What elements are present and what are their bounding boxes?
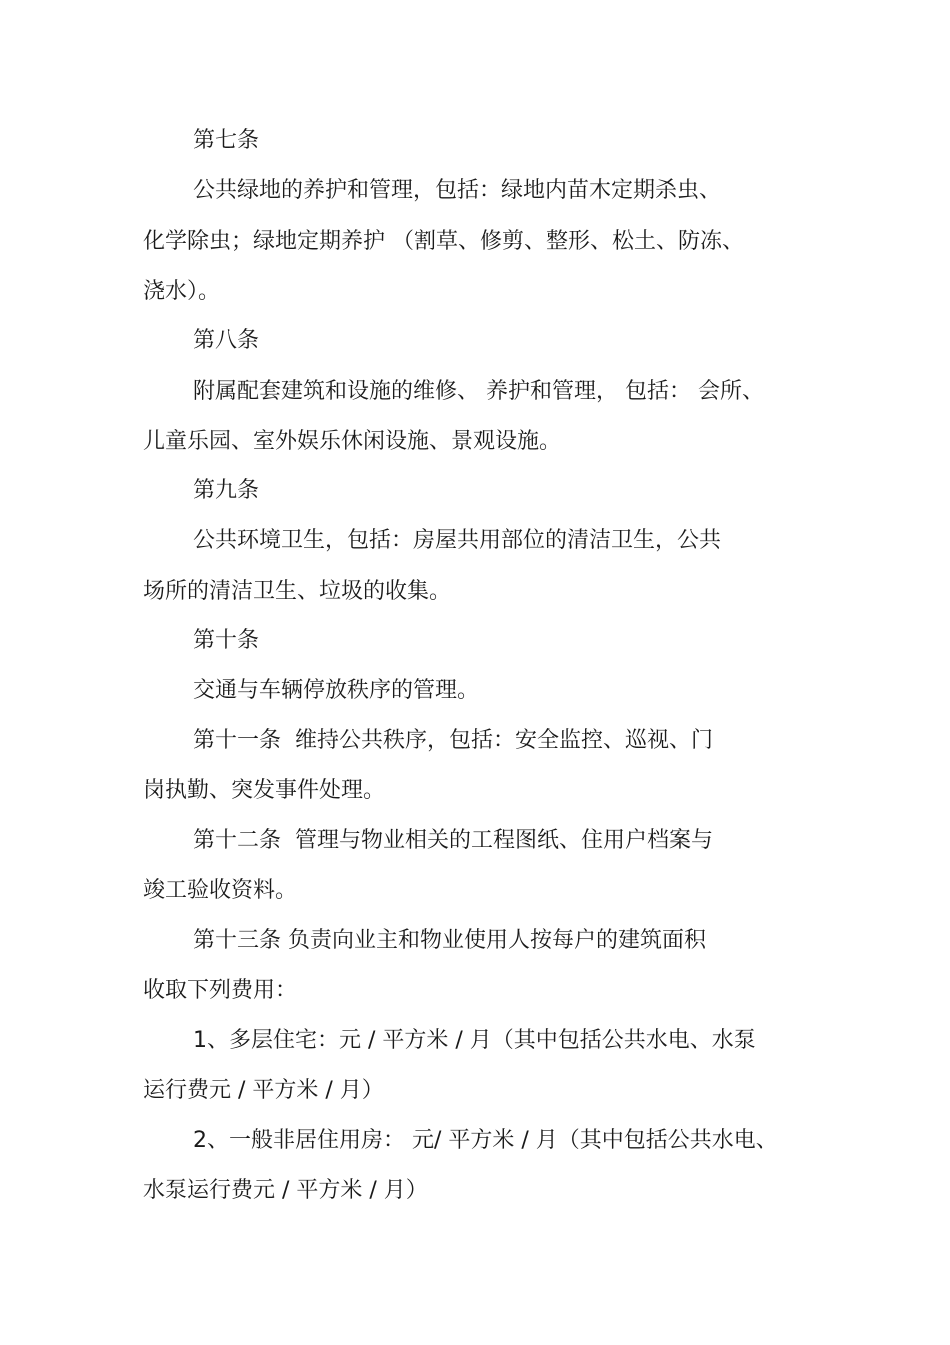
article-7-heading: 第七条 — [193, 128, 260, 153]
article-8-text-line-2: 儿童乐园、室外娱乐休闲设施、景观设施。 — [143, 429, 562, 454]
article-7-text-line-3: 浇水）。 — [143, 279, 221, 304]
article-13-text-line-2: 收取下列费用： — [143, 978, 298, 1003]
article-11-text-line-1: 第十一条 维持公共秩序，包括：安全监控、巡视、门 — [193, 728, 713, 753]
fee-item-1-line-1: 1、多层住宅：元 / 平方米 / 月（其中包括公共水电、水泵 — [193, 1028, 756, 1053]
article-9-text-line-1: 公共环境卫生，包括：房屋共用部位的清洁卫生，公共 — [193, 528, 722, 553]
article-8-heading: 第八条 — [193, 328, 260, 353]
article-7-text-line-1: 公共绿地的养护和管理，包括：绿地内苗木定期杀虫、 — [193, 178, 722, 203]
article-9-heading: 第九条 — [193, 478, 260, 503]
article-12-text-line-1: 第十二条 管理与物业相关的工程图纸、住用户档案与 — [193, 828, 713, 853]
article-8-text-line-1: 附属配套建筑和设施的维修、 养护和管理， 包括： 会所、 — [193, 379, 764, 404]
article-9-text-line-2: 场所的清洁卫生、垃圾的收集。 — [143, 579, 452, 604]
fee-item-1-line-2: 运行费元 / 平方米 / 月） — [143, 1078, 384, 1103]
fee-item-2-line-2: 水泵运行费元 / 平方米 / 月） — [143, 1178, 428, 1203]
fee-item-2-line-1: 2、一般非居住用房： 元/ 平方米 / 月（其中包括公共水电、 — [193, 1128, 778, 1153]
article-10-heading: 第十条 — [193, 628, 260, 653]
article-10-text-line-1: 交通与车辆停放秩序的管理。 — [193, 678, 480, 703]
article-13-text-line-1: 第十三条 负责向业主和物业使用人按每户的建筑面积 — [193, 928, 706, 953]
article-12-text-line-2: 竣工验收资料。 — [143, 878, 298, 903]
article-7-text-line-2: 化学除虫；绿地定期养护 （割草、修剪、整形、松土、防冻、 — [143, 229, 744, 254]
article-11-text-line-2: 岗执勤、突发事件处理。 — [143, 778, 386, 803]
